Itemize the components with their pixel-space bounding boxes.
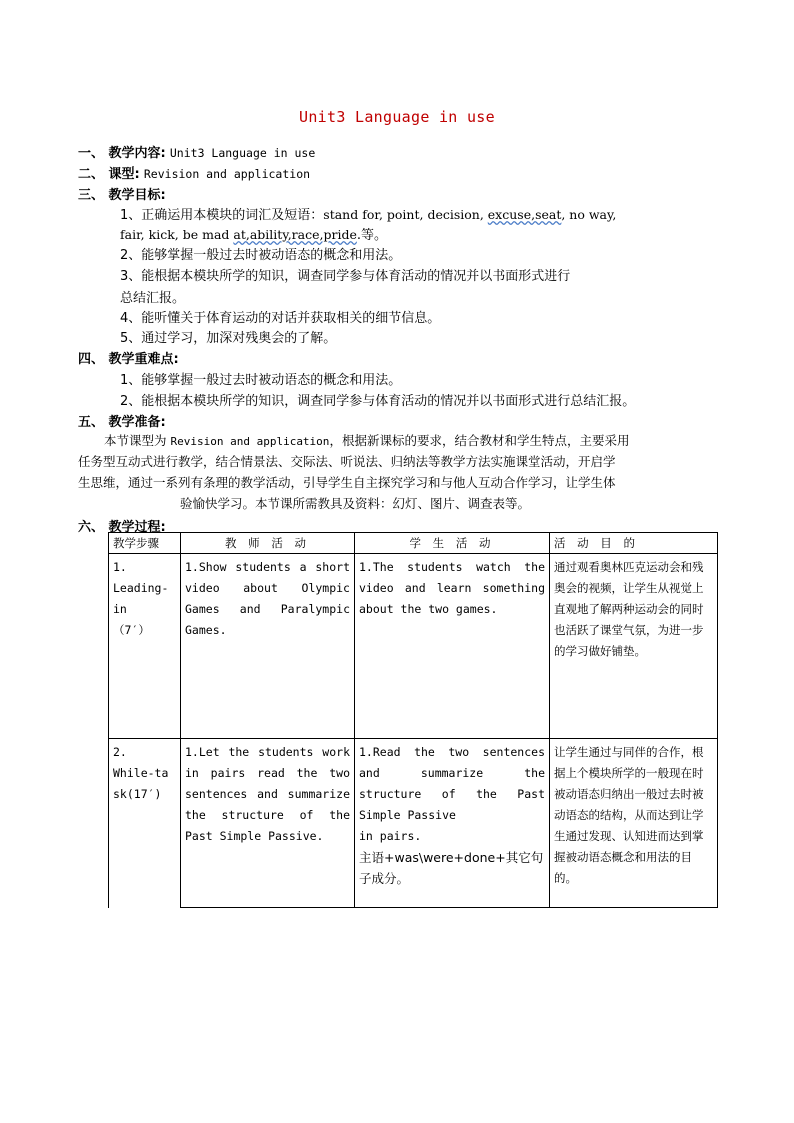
section-value: Unit3 Language in use	[169, 146, 316, 160]
objective-text: 1、正确运用本模块的词汇及短语：	[120, 208, 324, 223]
objective-words: , no way,	[561, 207, 617, 222]
section-prep	[78, 411, 166, 430]
table-row	[109, 554, 718, 739]
table-header-row	[109, 533, 718, 554]
header-step: 教学步骤	[109, 533, 181, 554]
keypoint-1: 1、能够掌握一般过去时被动语态的概念和用法。	[120, 373, 402, 388]
step-name: sk(17′)	[113, 787, 162, 801]
prep-text: 本节课型为	[104, 433, 171, 448]
teacher-cell: 1.Let the students work in pairs read the two sentences and summarize the structure of the Past Simple Passive.	[181, 739, 355, 908]
student-text: in pairs.	[359, 829, 422, 843]
process-table	[108, 532, 718, 908]
objective-3: 3、能根据本模块所学的知识，调查同学参与体育活动的情况并以书面形式进行	[120, 269, 571, 284]
prep-line-1	[104, 431, 629, 449]
objective-2: 2、能够掌握一般过去时被动语态的概念和用法。	[120, 248, 402, 263]
objective-text: .等。	[356, 228, 387, 243]
objective-1	[120, 204, 616, 223]
objective-words: fair, kick, be mad	[120, 227, 234, 242]
header-teacher: 教 师 活 动	[181, 533, 355, 554]
table-row	[109, 739, 718, 908]
prep-text: ，根据新课标的要求，结合教材和学生特点，主要采用	[329, 433, 630, 448]
objective-words: stand for, point, decision,	[323, 207, 488, 222]
prep-text-mono: Revision and application	[170, 435, 330, 448]
objective-5: 5、通过学习，加深对残奥会的了解。	[120, 331, 337, 346]
step-name: Leading-	[113, 581, 169, 595]
purpose-cell: 让学生通过与同伴的合作，根据上个模块所学的一般现在时被动语态归纳出一般过去时被动语态的结构，从而达到让学生通过发现、认知进而达到掌握被动语态概念和用法的目的。	[550, 739, 718, 908]
page-title: Unit3 Language in use	[299, 108, 495, 126]
section-type	[78, 163, 310, 182]
section-content	[78, 142, 315, 161]
student-text: 1.Read the two sentences and summarize the structure of the Past Simple Passive	[359, 745, 545, 822]
teacher-cell: 1.Show students a short video about Olympic Games and Paralympic Games.	[181, 554, 355, 739]
student-formula: 主语+was\were+done+其它句子成分。	[359, 850, 544, 886]
prep-line-4: 验愉快学习。本节课所需教具及资料：幻灯、图片、调查表等。	[180, 496, 531, 511]
student-cell: 1.The students watch the video and learn something about the two games.	[355, 554, 550, 739]
section-label: 五、 教学准备:	[78, 415, 166, 430]
header-student: 学 生 活 动	[355, 533, 550, 554]
section-value: Revision and application	[143, 167, 311, 181]
step-cell	[109, 554, 181, 739]
section-keypoints	[78, 348, 179, 367]
step-number: 1.	[113, 560, 127, 574]
step-cell	[109, 739, 181, 908]
header-purpose: 活 动 目 的	[550, 533, 718, 554]
section-label: 四、 教学重难点:	[78, 352, 179, 367]
objective-1-cont	[120, 224, 387, 243]
section-label: 二、 课型:	[78, 167, 140, 182]
section-label: 三、 教学目标:	[78, 188, 166, 203]
objective-3-cont: 总结汇报。	[120, 291, 186, 306]
step-time: （7′）	[113, 623, 150, 637]
step-number: 2.	[113, 745, 127, 759]
keypoint-2: 2、能根据本模块所学的知识，调查同学参与体育活动的情况并以书面形式进行总结汇报。	[120, 394, 636, 409]
objective-words-underlined: excuse,seat	[487, 207, 562, 222]
objective-words-underlined: at,ability,race,pride	[233, 227, 357, 242]
step-name: in	[113, 602, 127, 616]
prep-line-2: 任务型互动式进行教学，结合情景法、交际法、听说法、归纳法等教学方法实施课堂活动，开启学	[78, 454, 616, 469]
section-label: 六、 教学过程:	[78, 520, 166, 535]
prep-line-3: 生思维，通过一系列有条理的教学活动，引导学生自主探究学习和与他人互动合作学习，让学生体	[78, 475, 616, 490]
section-objectives	[78, 184, 166, 203]
objective-4: 4、能听懂关于体育运动的对话并获取相关的细节信息。	[120, 311, 441, 326]
section-label: 一、 教学内容:	[78, 146, 166, 161]
student-cell	[355, 739, 550, 908]
purpose-cell: 通过观看奥林匹克运动会和残奥会的视频，让学生从视觉上直观地了解两种运动会的同时也活跃了课堂气氛，为进一步的学习做好铺垫。	[550, 554, 718, 739]
step-name: While-ta	[113, 766, 169, 780]
